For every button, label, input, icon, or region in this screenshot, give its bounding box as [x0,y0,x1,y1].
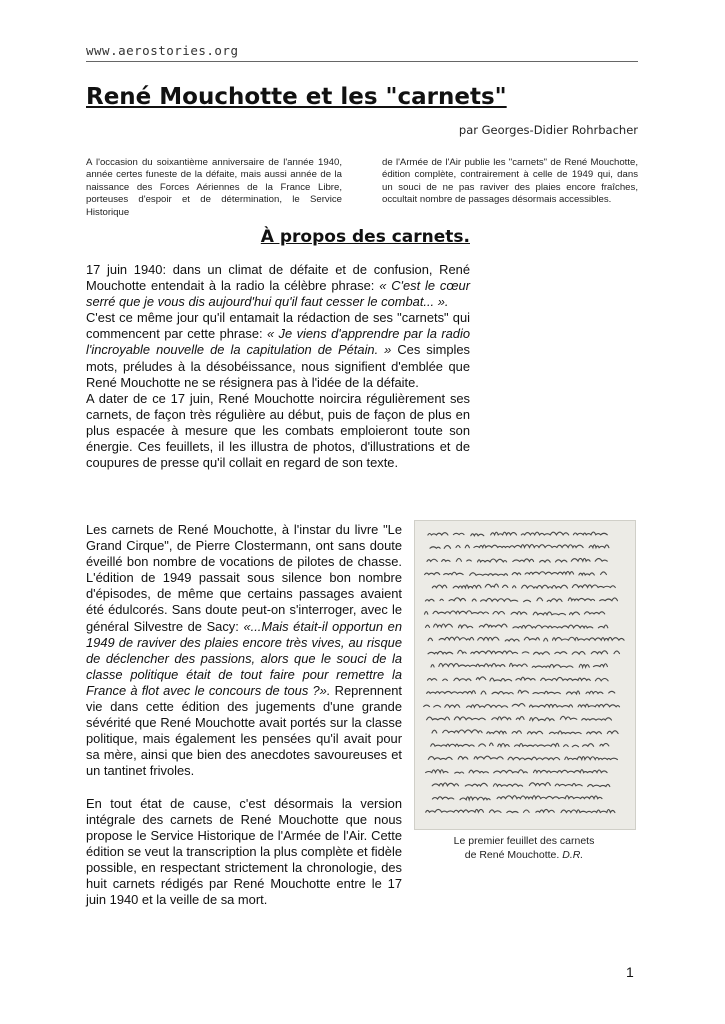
paragraph-4-text: Les carnets de René Mouchotte, à l'instar du livre "Le Grand Cirque", de Pierre Clostermann, ont sans doute éveillé bon nombre de vocations de pilotes de chasse. L'édition de 1949 passait sous silence bon nombre d'épisodes, de même que certains passages avaient été édulcorés. Sans doute peut-on s'interroger, avec le général Silvestre de Sacy: [86,522,402,634]
handwriting-line [430,545,609,549]
paragraph-5: En tout état de cause, c'est désormais la version intégrale des carnets de René Mouchotte que nous propose le Service Historique de l'Armée de l'Air. Cette édition se veut la transcription la plus complète et fidèle possible, en respectant strictement la chronologie, des huit carnets rédigés par René Mouchotte entre le 17 juin 1940 et la veille de sa mort. [86,795,402,908]
site-header: www.aerostories.org [86,43,638,62]
paragraph-4-rest: Reprennent vie dans cette édition des jugements d'une grande sévérité que René Mouchotte avait portés sur la classe politique, mais également les pensées qu'il avait pour sa mère, ainsi que bien des anecdotes savoureuses et un tantinet frivoles. [86,682,403,779]
caption-line-2 [414,849,634,863]
handwriting-line [427,690,615,694]
caption-line-2-text: de René Mouchotte. [464,848,560,861]
caption-credit: D.R. [562,848,584,861]
paragraph-2 [86,310,470,390]
handwriting-line [428,650,626,654]
handwriting-line [424,704,626,708]
paragraph-2-rest: Ces simples mots, préludes à la désobéissance, nous signifient d'emblée que René Mouchotte ne se résignera pas à l'idée de la défaite. [86,342,470,390]
handwriting-line [428,637,624,641]
handwriting-line [428,677,609,681]
paragraph-2-text: C'est ce même jour qu'il entamait la rédaction de ses "carnets" qui commencent par cette phrase: [86,310,470,342]
paragraph-2-quote: « Je viens d'apprendre par la radio l'incroyable nouvelle de la capitulation de Pétain. » [86,326,470,358]
paragraph-3: A dater de ce 17 juin, René Mouchotte noircira régulièrement ses carnets, de façon très régulière au début, puis de façon de plus en plus espacée à mesure que les combats emploieront toute son énergie. Ces feuillets, il les illustra de photos, d'illustrations et de coupures de presse qu'il collait en regard de son texte. [86,390,470,471]
handwriting-line [425,611,605,615]
article-byline: par Georges-Didier Rohrbacher [458,123,638,137]
intro-block [86,157,638,219]
paragraph-4 [86,522,402,780]
handwriting-line [432,796,602,800]
handwriting-line [431,743,609,747]
handwriting-line [432,584,620,588]
caption-line-1: Le premier feuillet des carnets [453,835,595,847]
paragraph-1-text: 17 juin 1940: dans un climat de défaite et de confusion, René Mouchotte entendait à la radio la célèbre phrase: [86,262,470,294]
handwriting-line [428,532,612,536]
figure-caption [414,835,634,862]
handwriting-line [432,783,610,787]
paragraph-1 [86,262,470,310]
section-title: À propos des carnets. [260,227,470,247]
handwriting-illustration [415,521,635,829]
paragraph-4-quote: «...Mais était-il opportun en 1949 de raviver des plaies encore très vives, au risque de déclencher des passions, alors que le souci de la classe politique était de tout faire pour remettre la France à flot avec le concours de tous ?». [86,618,402,698]
intro-column-right: de l'Armée de l'Air publie les "carnets" de René Mouchotte, édition complète, contrairement à celle de 1949 qui, dans un souci de ne pas raviver des plaies encore fraîches, occultait nombre de passages désormais accessibles. [382,157,638,206]
article-body-bottom [86,522,402,908]
handwriting-line [427,558,607,562]
article-body-top [86,262,470,471]
handwriting-line [425,598,617,602]
page-number: 1 [626,964,634,980]
handwriting-line [431,663,607,667]
handwriting-line [426,770,608,774]
manuscript-image [414,520,636,830]
handwriting-line [427,716,612,720]
article-title: René Mouchotte et les "carnets" [86,84,507,110]
handwriting-line [426,624,613,628]
intro-column-left: A l'occasion du soixantième anniversaire de l'année 1940, année certes funeste de la défaite, mais aussi année de la naissance des Forces Aériennes de la France Libre, porteuses d'espoir et de détermination, le Service Historique [86,157,342,218]
handwriting-line [425,572,614,576]
handwriting-line [432,730,618,734]
paragraph-1-quote: « C'est le cœur serré que je vous dis aujourd'hui qu'il faut cesser le combat... ». [86,278,470,310]
handwriting-line [426,809,622,812]
handwriting-line [428,756,624,760]
